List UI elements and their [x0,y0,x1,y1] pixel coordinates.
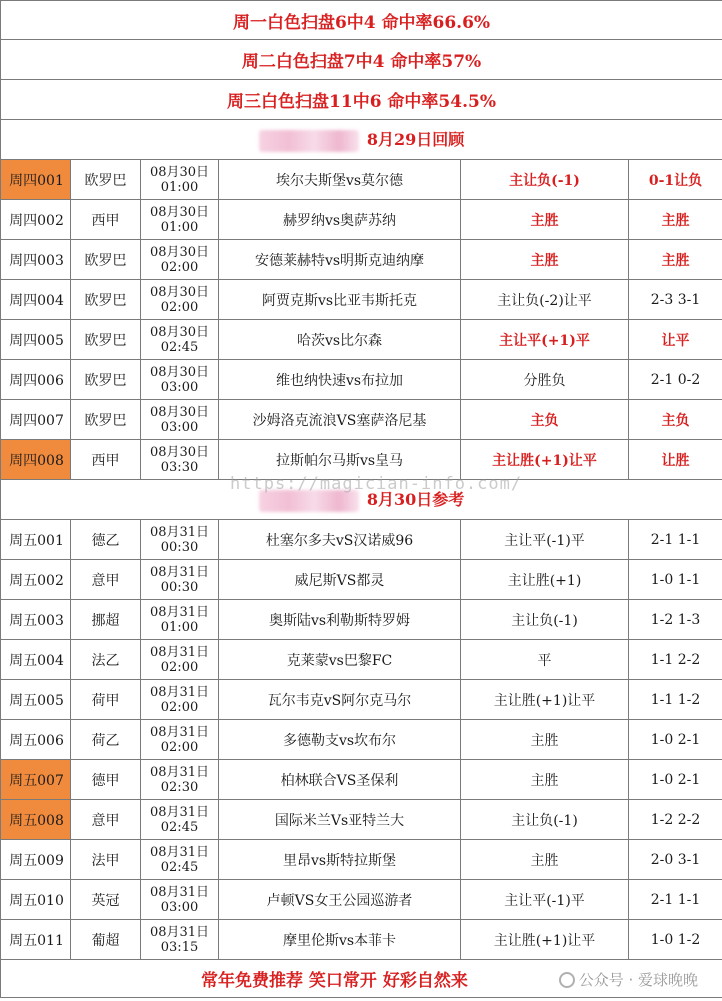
prediction: 主让胜(+1)让平 [461,680,629,720]
prediction: 主胜 [461,840,629,880]
kickoff [141,400,219,440]
match-id: 周五008 [1,800,71,840]
prediction: 主让负(-1) [461,600,629,640]
wechat-watermark [559,969,698,990]
match-name: 克莱蒙vs巴黎FC [219,640,461,680]
table-row [1,600,722,640]
kickoff [141,920,219,960]
banner-wednesday: 周三白色扫盘11中6 命中率54.5% [1,80,722,120]
kickoff-date: 08月31日 [149,564,210,580]
league: 英冠 [71,880,141,920]
league: 德乙 [71,520,141,560]
kickoff [141,320,219,360]
league: 德甲 [71,760,141,800]
match-id: 周四003 [1,240,71,280]
kickoff-time: 03:00 [160,899,199,915]
league: 欧罗巴 [71,320,141,360]
kickoff-time: 02:45 [160,819,199,835]
result: 1-1 2-2 [629,640,722,680]
match-name: 沙姆洛克流浪VS塞萨洛尼基 [219,400,461,440]
kickoff-time: 00:30 [160,579,199,595]
section-review-header [1,120,722,160]
watermark-text: 公众号 · 爱球晚晚 [578,971,699,989]
kickoff-time: 01:00 [160,219,199,235]
result: 1-1 1-2 [629,680,722,720]
league: 法甲 [71,840,141,880]
result: 1-0 1-1 [629,560,722,600]
result: 1-0 2-1 [629,760,722,800]
match-id: 周四008 [1,440,71,480]
kickoff [141,160,219,200]
match-name: 安德莱赫特vs明斯克迪纳摩 [219,240,461,280]
kickoff-date: 08月30日 [149,444,210,460]
match-name: 赫罗纳vs奥萨苏纳 [219,200,461,240]
kickoff-date: 08月31日 [149,684,210,700]
league: 欧罗巴 [71,280,141,320]
match-name: 国际米兰Vs亚特兰大 [219,800,461,840]
match-name: 埃尔夫斯堡vs莫尔德 [219,160,461,200]
kickoff-date: 08月31日 [149,924,210,940]
result: 2-1 1-1 [629,520,722,560]
kickoff-time: 02:00 [160,259,199,275]
kickoff [141,440,219,480]
match-id: 周四006 [1,360,71,400]
match-id: 周五003 [1,600,71,640]
match-name: 阿贾克斯vs比亚韦斯托克 [219,280,461,320]
league: 挪超 [71,600,141,640]
league: 欧罗巴 [71,160,141,200]
kickoff [141,240,219,280]
kickoff-time: 02:00 [160,699,199,715]
footer-slogan: 常年免费推荐 笑口常开 好彩自然来 [201,971,468,991]
blurred-brand [259,130,359,152]
result: 1-2 2-2 [629,800,722,840]
result: 主胜 [629,240,722,280]
prediction: 主让胜(+1) [461,560,629,600]
section-preview-header [1,480,722,520]
prediction: 主让平(-1)平 [461,520,629,560]
table-row [1,240,722,280]
match-name: 杜塞尔多夫vS汉诺威96 [219,520,461,560]
match-name: 摩里伦斯vs本菲卡 [219,920,461,960]
wechat-logo-icon [559,972,575,988]
table-row [1,160,722,200]
match-name: 拉斯帕尔马斯vs皇马 [219,440,461,480]
kickoff-date: 08月30日 [149,204,210,220]
kickoff [141,520,219,560]
kickoff-time: 02:45 [160,859,199,875]
prediction: 主负 [461,400,629,440]
kickoff-time: 03:15 [160,939,199,955]
table-row [1,760,722,800]
prediction: 主胜 [461,720,629,760]
kickoff-date: 08月31日 [149,764,210,780]
match-name: 瓦尔韦克vS阿尔克马尔 [219,680,461,720]
match-id: 周五004 [1,640,71,680]
league: 葡超 [71,920,141,960]
match-id: 周五002 [1,560,71,600]
match-name: 维也纳快速vs布拉加 [219,360,461,400]
match-name: 哈茨vs比尔森 [219,320,461,360]
match-name: 威尼斯VS都灵 [219,560,461,600]
match-id: 周四007 [1,400,71,440]
league: 荷甲 [71,680,141,720]
kickoff [141,360,219,400]
match-name: 里昂vs斯特拉斯堡 [219,840,461,880]
kickoff [141,760,219,800]
kickoff-date: 08月31日 [149,884,210,900]
match-name: 多德勒支vs坎布尔 [219,720,461,760]
kickoff [141,280,219,320]
table-row [1,640,722,680]
match-id: 周五001 [1,520,71,560]
match-id: 周四005 [1,320,71,360]
match-name: 柏林联合VS圣保利 [219,760,461,800]
league: 意甲 [71,560,141,600]
result: 2-0 3-1 [629,840,722,880]
table-row [1,320,722,360]
kickoff-time: 02:00 [160,299,199,315]
league: 西甲 [71,440,141,480]
result: 主胜 [629,200,722,240]
kickoff-date: 08月31日 [149,724,210,740]
table-row [1,920,722,960]
kickoff [141,640,219,680]
kickoff-time: 02:00 [160,659,199,675]
result: 2-1 0-2 [629,360,722,400]
prediction: 主让负(-1) [461,160,629,200]
table-row [1,680,722,720]
kickoff-date: 08月31日 [149,844,210,860]
table-row [1,560,722,600]
table-row [1,880,722,920]
prediction: 主胜 [461,240,629,280]
kickoff-time: 01:00 [160,179,199,195]
kickoff-time: 03:30 [160,459,199,475]
kickoff [141,200,219,240]
league: 意甲 [71,800,141,840]
match-id: 周四002 [1,200,71,240]
kickoff-date: 08月30日 [149,284,210,300]
result: 1-0 1-2 [629,920,722,960]
kickoff [141,800,219,840]
result: 主负 [629,400,722,440]
prediction: 主胜 [461,200,629,240]
table-row [1,360,722,400]
kickoff-date: 08月30日 [149,324,210,340]
kickoff-date: 08月30日 [149,244,210,260]
prediction: 主让胜(+1)让平 [461,440,629,480]
match-id: 周五006 [1,720,71,760]
table-row [1,840,722,880]
league: 荷乙 [71,720,141,760]
kickoff-date: 08月30日 [149,164,210,180]
kickoff-time: 00:30 [160,539,199,555]
prediction: 主胜 [461,760,629,800]
table-row [1,280,722,320]
kickoff-date: 08月31日 [149,804,210,820]
kickoff-time: 03:00 [160,419,199,435]
footer [1,960,722,998]
match-id: 周四001 [1,160,71,200]
table-row [1,800,722,840]
kickoff-time: 01:00 [160,619,199,635]
kickoff-date: 08月31日 [149,604,210,620]
kickoff-time: 03:00 [160,379,199,395]
kickoff-time: 02:00 [160,739,199,755]
match-id: 周四004 [1,280,71,320]
section-review-title: 8月29日回顾 [366,130,465,150]
league: 法乙 [71,640,141,680]
match-id: 周五009 [1,840,71,880]
match-id: 周五010 [1,880,71,920]
match-id: 周五005 [1,680,71,720]
kickoff [141,840,219,880]
league: 欧罗巴 [71,240,141,280]
prediction: 主让平(+1)平 [461,320,629,360]
league: 欧罗巴 [71,360,141,400]
kickoff-date: 08月30日 [149,404,210,420]
match-id: 周五011 [1,920,71,960]
prediction: 主让胜(+1)让平 [461,920,629,960]
kickoff [141,720,219,760]
match-id: 周五007 [1,760,71,800]
prediction: 主让负(-2)让平 [461,280,629,320]
result: 1-2 1-3 [629,600,722,640]
banner-tuesday: 周二白色扫盘7中4 命中率57% [1,40,722,80]
kickoff-date: 08月30日 [149,364,210,380]
kickoff [141,560,219,600]
kickoff [141,600,219,640]
kickoff-time: 02:45 [160,339,199,355]
result: 1-0 2-1 [629,720,722,760]
table-row [1,200,722,240]
league: 西甲 [71,200,141,240]
result: 2-3 3-1 [629,280,722,320]
prediction: 主让负(-1) [461,800,629,840]
kickoff-date: 08月31日 [149,524,210,540]
prediction: 主让平(-1)平 [461,880,629,920]
table-row [1,440,722,480]
result: 2-1 1-1 [629,880,722,920]
url-watermark: https://magician-info.com/ [230,474,523,494]
prediction: 平 [461,640,629,680]
table-row [1,520,722,560]
kickoff-time: 02:30 [160,779,199,795]
kickoff [141,880,219,920]
match-name: 卢顿VS女王公园巡游者 [219,880,461,920]
banner-monday: 周一白色扫盘6中4 命中率66.6% [1,1,722,40]
league: 欧罗巴 [71,400,141,440]
section-preview-title: 8月30日参考 [366,490,465,510]
kickoff-date: 08月31日 [149,644,210,660]
result: 让胜 [629,440,722,480]
result: 0-1让负 [629,160,722,200]
match-name: 奥斯陆vs利勒斯特罗姆 [219,600,461,640]
prediction: 分胜负 [461,360,629,400]
blurred-brand [259,490,359,512]
table-row [1,400,722,440]
kickoff [141,680,219,720]
table-row [1,720,722,760]
result: 让平 [629,320,722,360]
